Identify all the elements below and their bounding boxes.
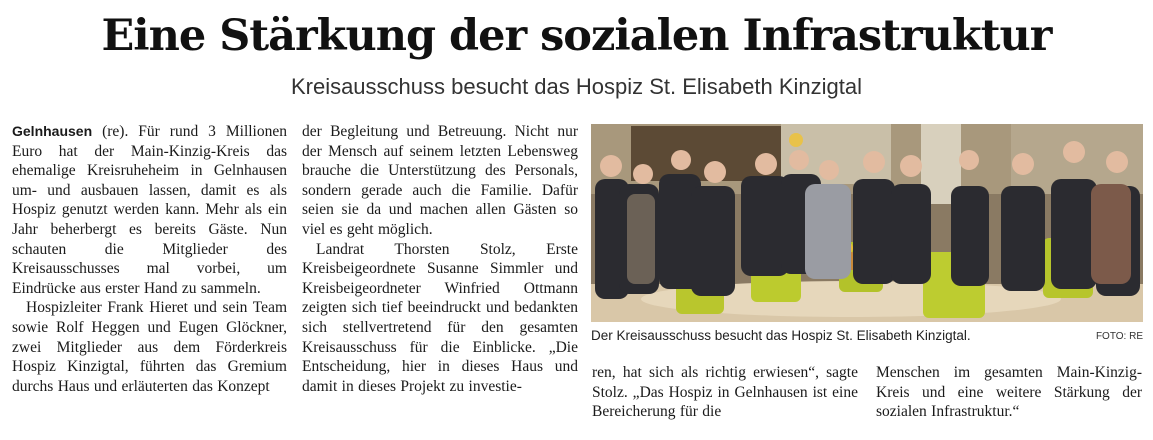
text-column-3 [592, 363, 858, 422]
paragraph: Menschen im gesamten Main-Kinzig-Kreis und eine weitere Stärkung der sozialen Infrastruktur.“ [876, 364, 1142, 421]
dateline-location: Gelnhausen [12, 123, 93, 139]
article-headline: Eine Stärkung der sozialen Infrastruktur [101, 11, 1052, 61]
paragraph: ren, hat sich als richtig erwiesen“, sagte Stolz. „Das Hospiz in Gelnhausen ist eine Bereicherung für die [592, 364, 858, 421]
text-column-4 [876, 363, 1142, 422]
paragraph: Landrat Thorsten Stolz, Erste Kreisbeigeordnete Susanne Simmler und Kreisbeigeordneter Winfried Ottmann zeigten sich tief beeindruckt und bedankten sich stellvertretend für den gesamten Kreisausschuss für die Einblicke. „Die Entscheidung, hier in dieses Haus und damit in dieses Projekt zu investie- [302, 240, 578, 395]
group-photo [591, 124, 1143, 322]
paragraph: der Begleitung und Betreuung. Nicht nur der Mensch auf seinem letzten Lebensweg brauche die Unterstützung des Personals, sondern gerade auch die Familie. Dafür seien sie da und machen allen Gästen so viel es geht möglich. [302, 123, 578, 238]
paragraph [12, 122, 287, 298]
paragraph-text: (re). Für rund 3 Millionen Euro hat der Main-Kinzig-Kreis das ehemalige Kreisruheheim in Gelnhausen um- und ausbauen lassen, damit es als Hospiz genutzt werden kann. Mehr als ein Jahr beherbergt es bereits Gäste. Nun schauten die Mitglieder des Kreisausschusses mal vorbei, um Eindrücke aus erster Hand zu sammeln. [12, 123, 287, 297]
text-column-1 [12, 122, 287, 396]
photo-credit: FOTO: RE [1095, 331, 1143, 342]
article-subheadline: Kreisausschuss besucht das Hospiz St. Elisabeth Kinzigtal [290, 74, 863, 99]
paragraph: Hospizleiter Frank Hieret und sein Team sowie Rolf Heggen und Eugen Glöckner, zwei Mitglieder aus dem Förderkreis Hospiz Kinzigtal, führten das Gremium durchs Haus und erläuterten das Konzept [12, 299, 287, 395]
text-column-2 [302, 122, 578, 396]
photo-caption: Der Kreisausschuss besucht das Hospiz St. Elisabeth Kinzigtal. [591, 328, 971, 343]
